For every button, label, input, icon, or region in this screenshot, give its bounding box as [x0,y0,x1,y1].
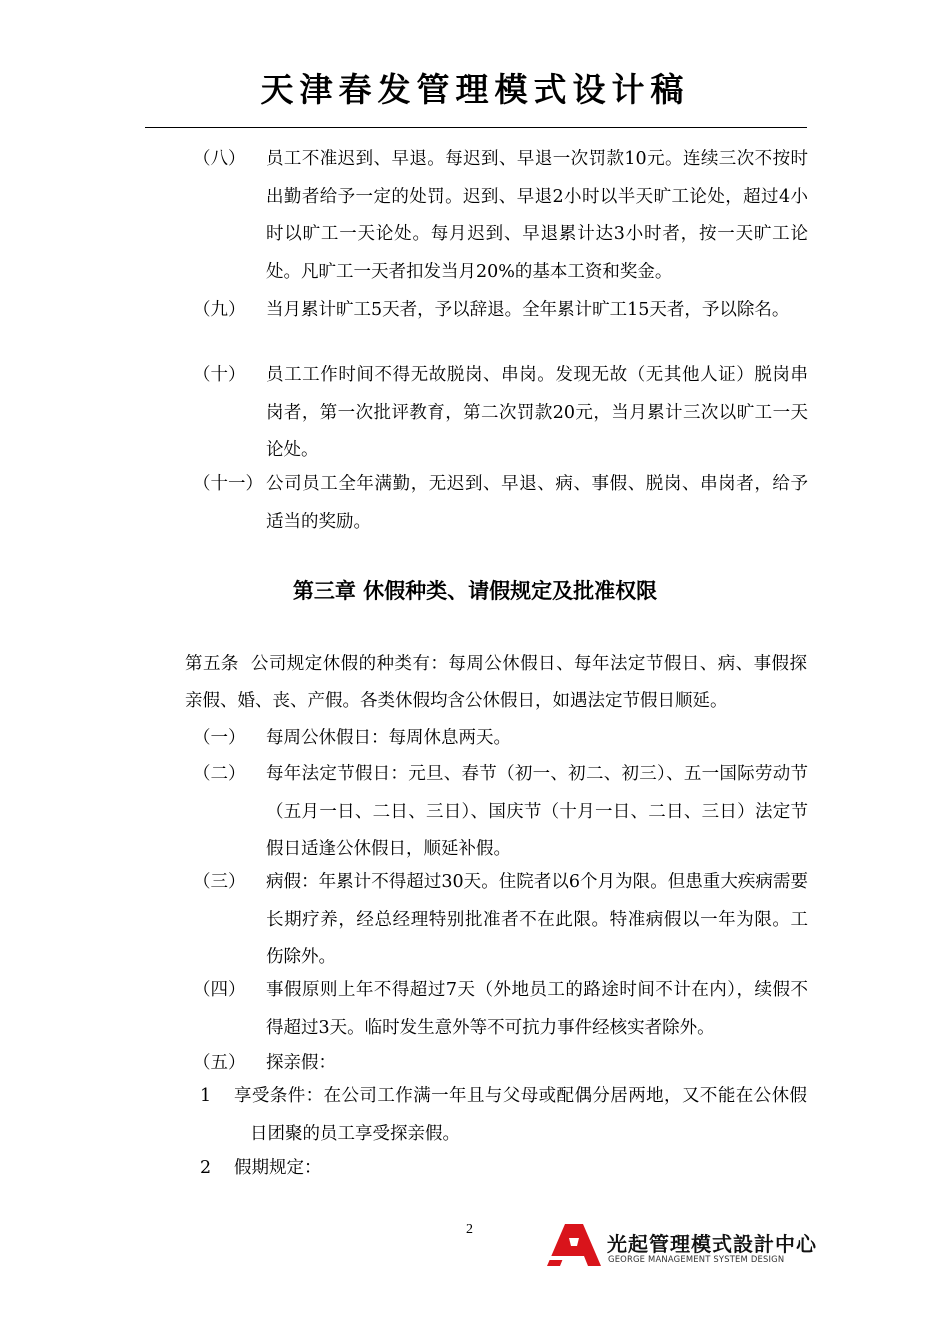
item-text: 事假原则上年不得超过7天（外地员工的路途时间不计在内），续假不得超过3天。临时发生意外等不可抗力事件经核实者除外。 [266,980,808,1038]
item-number: （十） [193,365,246,385]
item-number: （四） [193,980,246,1000]
sub-item-number: 2 [200,1158,212,1178]
article-text: 公司规定休假的种类有：每周公休假日、每年法定节假日、病、事假探亲假、婚、丧、产假。各类休假均含公休假日，如遇法定节假日顺延。 [185,654,808,711]
item-text: 当月累计旷工5天者，予以辞退。全年累计旷工15天者，予以除名。 [266,300,790,320]
logo-chinese-text: 光起管理模式設計中心 [607,1232,817,1256]
item-text: 员工工作时间不得无故脱岗、串岗。发现无故（无其他人证）脱岗串岗者，第一次批评教育，第二次罚款20元，当月累计三次以旷工一天论处。 [266,365,808,460]
sub-item-text: 假期规定： [234,1158,322,1178]
list-item [193,141,808,291]
logo-mark-icon [545,1222,603,1268]
list-item [193,972,808,1047]
list-item [193,292,808,330]
item-number: （九） [193,300,246,320]
article-paragraph [145,646,807,720]
sub-item-text-content: 享受条件：在公司工作满一年且与父母或配偶分居两地，又不能在公休假日团聚的员工享受探亲假。 [234,1086,807,1144]
list-item [193,864,808,977]
item-number: （五） [193,1053,246,1073]
item-number: （十一） [193,474,263,494]
header-rule [145,127,807,128]
item-number: （三） [193,872,246,892]
item-number: （二） [193,764,246,784]
item-text: 每周公休假日：每周休息两天。 [266,728,511,748]
list-item [193,466,808,541]
article-number: 第五条 [185,654,239,674]
item-text: 公司员工全年满勤，无迟到、早退、病、事假、脱岗、串岗者，给予适当的奖励。 [266,474,808,532]
item-text: 每年法定节假日：元旦、春节（初一、初二、初三）、五一国际劳动节（五月一日、二日、三日）、国庆节（十月一日、二日、三日）法定节假日适逢公休假日，顺延补假。 [266,764,808,859]
list-item [193,720,808,758]
item-text: 探亲假： [266,1053,336,1073]
sub-list-item [200,1078,807,1153]
company-logo [545,1222,815,1272]
header-title: 天津春发管理模式设计稿 [260,70,690,109]
page-number: 2 [466,1222,473,1237]
chapter-heading: 第三章 休假种类、请假规定及批准权限 [292,579,658,603]
logo-english-text: GEORGE MANAGEMENT SYSTEM DESIGN [608,1254,785,1264]
sub-item-number: 1 [200,1086,212,1106]
item-number: （一） [193,728,246,748]
list-item [193,1045,808,1083]
sub-list-item [200,1150,807,1188]
list-item [193,756,808,869]
sub-item-text [217,1078,807,1153]
list-item [193,357,808,470]
item-number: （八） [193,149,246,169]
item-text: 员工不准迟到、早退。每迟到、早退一次罚款10元。连续三次不按时出勤者给予一定的处罚。迟到、早退2小时以半天旷工论处，超过4小时以旷工一天论处。每月迟到、早退累计达3小时者，按一天旷工论处。凡旷工一天者扣发当月20%的基本工资和奖金。 [266,149,808,282]
item-text: 病假：年累计不得超过30天。住院者以6个月为限。但患重大疾病需要长期疗养，经总经理特别批准者不在此限。特准病假以一年为限。工伤除外。 [266,872,808,967]
